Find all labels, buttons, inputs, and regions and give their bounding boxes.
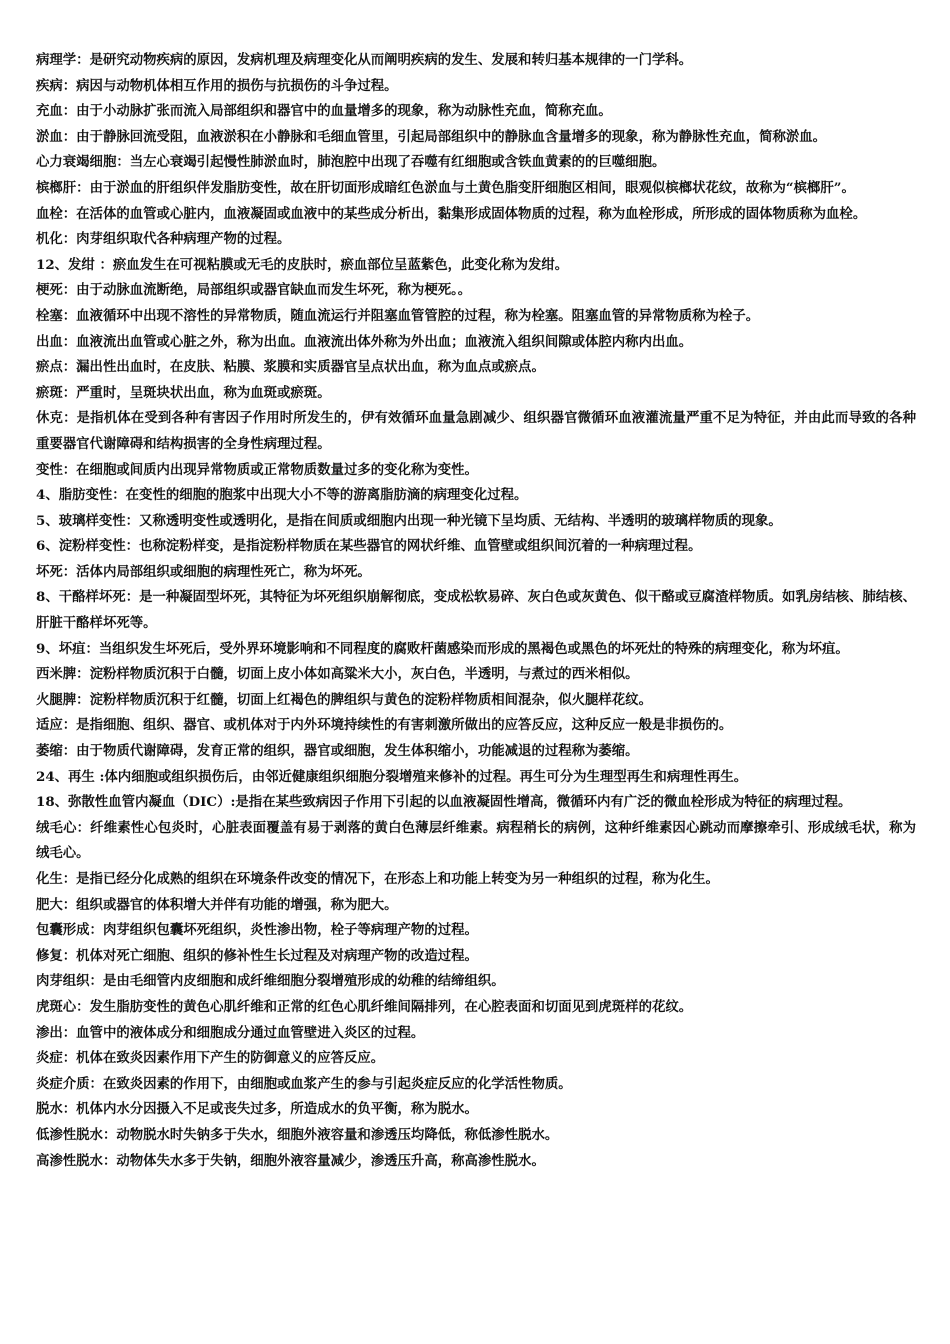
glossary-term: 12、发绀 ： xyxy=(36,256,113,273)
glossary-entry xyxy=(36,483,916,509)
glossary-entry xyxy=(36,509,916,535)
glossary-entry xyxy=(36,1021,916,1047)
glossary-definition: 是研究动物疾病的原因，发病机理及病理变化从而阐明疾病的发生、发展和转归基本规律的一门学科。 xyxy=(89,52,693,68)
glossary-entry xyxy=(36,227,916,253)
glossary-term: 渗出： xyxy=(36,1024,77,1041)
glossary-entry xyxy=(36,278,916,304)
glossary-definition: 血液流出血管或心脏之外，称为出血。血液流出体外称为外出血；血液流入组织间隙或体腔内称内出血。 xyxy=(76,333,693,350)
glossary-entry xyxy=(36,253,916,279)
glossary-term: 机化： xyxy=(36,231,77,248)
glossary-entry xyxy=(36,739,916,765)
glossary-definition: 瘀血发生在可视粘膜或无毛的皮肤时，瘀血部位呈蓝紫色，此变化称为发绀。 xyxy=(112,256,569,273)
glossary-definition: 是指细胞、组织、器官、或机体对于内外环境持续性的有害刺激所做出的应答反应，这种反应一般是非损伤的。 xyxy=(76,717,733,734)
glossary-definition: 组织或器官的体积增大并伴有功能的增强，称为肥大。 xyxy=(76,896,398,913)
glossary-term: 瘀点： xyxy=(36,359,77,376)
glossary-definition: 淀粉样物质沉积于白髓，切面上皮小体如高粱米大小，灰白色，半透明，与煮过的西米相似。 xyxy=(89,666,639,683)
glossary-definition: 血管中的液体成分和细胞成分通过血管壁进入炎区的过程。 xyxy=(76,1024,425,1041)
glossary-term: 炎症： xyxy=(36,1050,77,1067)
glossary-entry xyxy=(36,381,916,407)
glossary-definition: 在致炎因素的作用下，由细胞或血浆产生的参与引起炎症反应的化学活性物质。 xyxy=(102,1075,572,1092)
glossary-entry xyxy=(36,150,916,176)
glossary-definition: 发生脂肪变性的黄色心肌纤维和正常的红色心肌纤维间隔排列，在心腔表面和切面见到虎斑样的花纹。 xyxy=(89,998,693,1015)
glossary-term: 脱水： xyxy=(36,1101,77,1118)
glossary-term: 槟榔肝： xyxy=(36,179,90,196)
glossary-entry xyxy=(36,125,916,151)
glossary-entry xyxy=(36,458,916,484)
glossary-definition: 机体在致炎因素作用下产生的防御意义的应答反应。 xyxy=(76,1050,385,1067)
glossary-entry xyxy=(36,713,916,739)
glossary-entry xyxy=(36,893,916,919)
glossary-page xyxy=(36,48,916,1174)
glossary-entry xyxy=(36,969,916,995)
glossary-entry xyxy=(36,1046,916,1072)
glossary-term: 修复： xyxy=(36,947,77,964)
glossary-entry xyxy=(36,355,916,381)
glossary-term: 炎症介质： xyxy=(36,1075,103,1092)
glossary-entry xyxy=(36,330,916,356)
glossary-definition: 也称淀粉样变，是指淀粉样物质在某些器官的网状纤维、血管壁或组织间沉着的一种病理过程。 xyxy=(139,538,702,555)
glossary-definition: 由于静脉回流受阻，血液淤积在小静脉和毛细血管里，引起局部组织中的静脉血含量增多的现象，称为静脉性充血，简称淤血。 xyxy=(76,128,827,145)
glossary-definition: 由于动脉血流断绝，局部组织或器官缺血而发生坏死，称为梗死。。 xyxy=(76,282,472,299)
glossary-entry xyxy=(36,688,916,714)
glossary-term: 瘀斑： xyxy=(36,384,77,401)
glossary-term: 化生： xyxy=(36,871,77,887)
glossary-definition: 在变性的细胞的胞浆中出现大小不等的游离脂肪滴的病理变化过程。 xyxy=(125,487,528,504)
glossary-definition: 纤维素性心包炎时，心脏表面覆盖有易于剥落的黄白色薄层纤维素。病程稍长的病例，这种纤维素因心跳动而摩擦牵引、形成绒毛状，称为绒毛心。 xyxy=(36,819,917,862)
glossary-term: 虎斑心： xyxy=(36,998,90,1015)
glossary-definition: 在活体的血管或心脏内，血液凝固或血液中的某些成分析出，黏集形成固体物质的过程，称为血栓形成，所形成的固体物质称为血栓。 xyxy=(76,205,867,222)
glossary-entry xyxy=(36,637,916,663)
glossary-term: 梗死： xyxy=(36,282,77,299)
glossary-definition: 是指已经分化成熟的组织在环境条件改变的情况下，在形态上和功能上转变为另一种组织的过程，称为化生。 xyxy=(76,871,719,887)
glossary-definition: 肉芽组织包囊坏死组织，炎性渗出物，栓子等病理产物的过程。 xyxy=(102,922,478,939)
glossary-term: 变性： xyxy=(36,461,77,478)
glossary-entry xyxy=(36,304,916,330)
glossary-term: 坏死： xyxy=(36,563,77,580)
glossary-entry xyxy=(36,1072,916,1098)
glossary-definition: 机体内水分因摄入不足或丧失过多，所造成水的负平衡，称为脱水。 xyxy=(76,1101,478,1118)
glossary-term: 疾病： xyxy=(36,77,77,94)
glossary-definition: 体内细胞或组织损伤后，由邻近健康组织细胞分裂增殖来修补的过程。再生可分为生理型再生和病理性再生。 xyxy=(104,768,748,785)
glossary-definition: 又称透明变性或透明化，是指在间质或细胞内出现一种光镜下呈均质、无结构、半透明的玻璃样物质的现象。 xyxy=(139,512,782,529)
glossary-term: 18、弥散性血管内凝血（DIC）: xyxy=(36,794,236,811)
glossary-term: 9、坏疽： xyxy=(36,640,99,657)
glossary-term: 出血： xyxy=(36,333,77,350)
glossary-entry xyxy=(36,74,916,100)
glossary-entry xyxy=(36,534,916,560)
glossary-term: 适应： xyxy=(36,717,77,734)
glossary-definition: 严重时，呈斑块状出血，称为血斑或瘀斑。 xyxy=(76,384,331,401)
glossary-entry xyxy=(36,790,916,816)
glossary-term: 5、玻璃样变性： xyxy=(36,512,140,529)
glossary-definition: 是一种凝固型坏死，其特征为坏死组织崩解彻底，变成松软易碎、灰白色或灰黄色、似干酪或豆腐渣样物质。如乳房结核、肺结核、肝脏干酪样坏死等。 xyxy=(36,589,916,632)
glossary-entry xyxy=(36,995,916,1021)
glossary-entry xyxy=(36,1149,916,1175)
glossary-entry xyxy=(36,406,916,457)
glossary-term: 休克： xyxy=(36,410,77,427)
glossary-term: 6、淀粉样变性： xyxy=(36,538,140,555)
glossary-term: 肉芽组织： xyxy=(36,973,103,990)
glossary-term: 低渗性脱水： xyxy=(36,1126,117,1143)
glossary-term: 心力衰竭细胞： xyxy=(36,154,130,171)
glossary-term: 包囊形成： xyxy=(36,922,103,939)
glossary-entry xyxy=(36,176,916,202)
glossary-entry xyxy=(36,560,916,586)
glossary-definition: 由于淤血的肝组织伴发脂肪变性，故在肝切面形成暗红色淤血与土黄色脂变肝细胞区相间，眼观似槟榔状花纹，故称为“槟榔肝”。 xyxy=(89,179,855,196)
glossary-entry xyxy=(36,585,916,636)
glossary-entry xyxy=(36,816,916,867)
glossary-term: 栓塞： xyxy=(36,307,77,324)
glossary-entry xyxy=(36,48,916,74)
glossary-term: 血栓： xyxy=(36,205,77,222)
glossary-term: 淤血： xyxy=(36,128,77,145)
glossary-definition: 当左心衰竭引起慢性肺淤血时，肺泡腔中出现了吞噬有红细胞或含铁血黄素的的巨噬细胞。 xyxy=(129,154,666,171)
glossary-definition: 是由毛细管内皮细胞和成纤维细胞分裂增殖形成的幼稚的结缔组织。 xyxy=(102,973,505,990)
glossary-definition: 由于物质代谢障碍，发育正常的组织，器官或细胞，发生体积缩小，功能减退的过程称为萎缩。 xyxy=(76,743,639,760)
glossary-term: 绒毛心： xyxy=(36,819,91,836)
glossary-definition: 病因与动物机体相互作用的损伤与抗损伤的斗争过程。 xyxy=(76,77,398,94)
glossary-entry xyxy=(36,944,916,970)
glossary-term: 病理学： xyxy=(36,52,90,68)
glossary-definition: 动物脱水时失钠多于失水，细胞外液容量和渗透压均降低，称低渗性脱水。 xyxy=(116,1126,559,1143)
glossary-entry xyxy=(36,1123,916,1149)
glossary-entry xyxy=(36,765,916,791)
glossary-term: 8、干酪样坏死： xyxy=(36,589,140,606)
glossary-definition: 当组织发生坏死后，受外界环境影响和不同程度的腐败杆菌感染而形成的黑褐色或黑色的坏死灶的特殊的病理变化，称为坏疽。 xyxy=(98,640,849,657)
glossary-definition: 活体内局部组织或细胞的病理性死亡，称为坏死。 xyxy=(76,563,371,580)
glossary-entry xyxy=(36,867,916,893)
glossary-term: 高渗性脱水： xyxy=(36,1152,117,1169)
glossary-entry xyxy=(36,918,916,944)
glossary-definition: 动物体失水多于失钠，细胞外液容量减少，渗透压升高，称高渗性脱水。 xyxy=(116,1152,545,1169)
glossary-definition: 是指在某些致病因子作用下引起的以血液凝固性增高，微循环内有广泛的微血栓形成为特征的病理过程。 xyxy=(235,794,852,811)
glossary-term: 萎缩： xyxy=(36,743,77,760)
glossary-term: 肥大： xyxy=(36,896,77,913)
glossary-entry xyxy=(36,99,916,125)
glossary-term: 24、再生 : xyxy=(36,768,105,785)
glossary-definition: 淀粉样物质沉积于红髓，切面上红褐色的脾组织与黄色的淀粉样物质相间混杂，似火腿样花纹。 xyxy=(89,691,652,708)
glossary-definition: 漏出性出血时，在皮肤、粘膜、浆膜和实质器官呈点状出血，称为血点或瘀点。 xyxy=(76,359,545,376)
glossary-definition: 由于小动脉扩张而流入局部组织和器官中的血量增多的现象，称为动脉性充血，简称充血。 xyxy=(76,103,612,120)
glossary-term: 西米脾： xyxy=(36,666,90,683)
glossary-entry xyxy=(36,1097,916,1123)
glossary-term: 4、脂肪变性： xyxy=(36,487,126,504)
glossary-term: 火腿脾： xyxy=(36,691,90,708)
glossary-definition: 血液循环中出现不溶性的异常物质，随血流运行并阻塞血管管腔的过程，称为栓塞。阻塞血管的异常物质称为栓子。 xyxy=(76,307,760,324)
glossary-definition: 是指机体在受到各种有害因子作用时所发生的，伊有效循环血量急剧减少、组织器官微循环血液灌流量严重不足为特征，并由此而导致的各种重要器官代谢障碍和结构损害的全身性病理过程。 xyxy=(36,410,916,452)
glossary-term: 充血： xyxy=(36,103,77,120)
glossary-definition: 机体对死亡细胞、组织的修补性生长过程及对病理产物的改造过程。 xyxy=(76,947,478,964)
glossary-entry xyxy=(36,202,916,228)
glossary-definition: 肉芽组织取代各种病理产物的过程。 xyxy=(76,231,291,248)
glossary-entry xyxy=(36,662,916,688)
glossary-definition: 在细胞或间质内出现异常物质或正常物质数量过多的变化称为变性。 xyxy=(76,461,478,478)
